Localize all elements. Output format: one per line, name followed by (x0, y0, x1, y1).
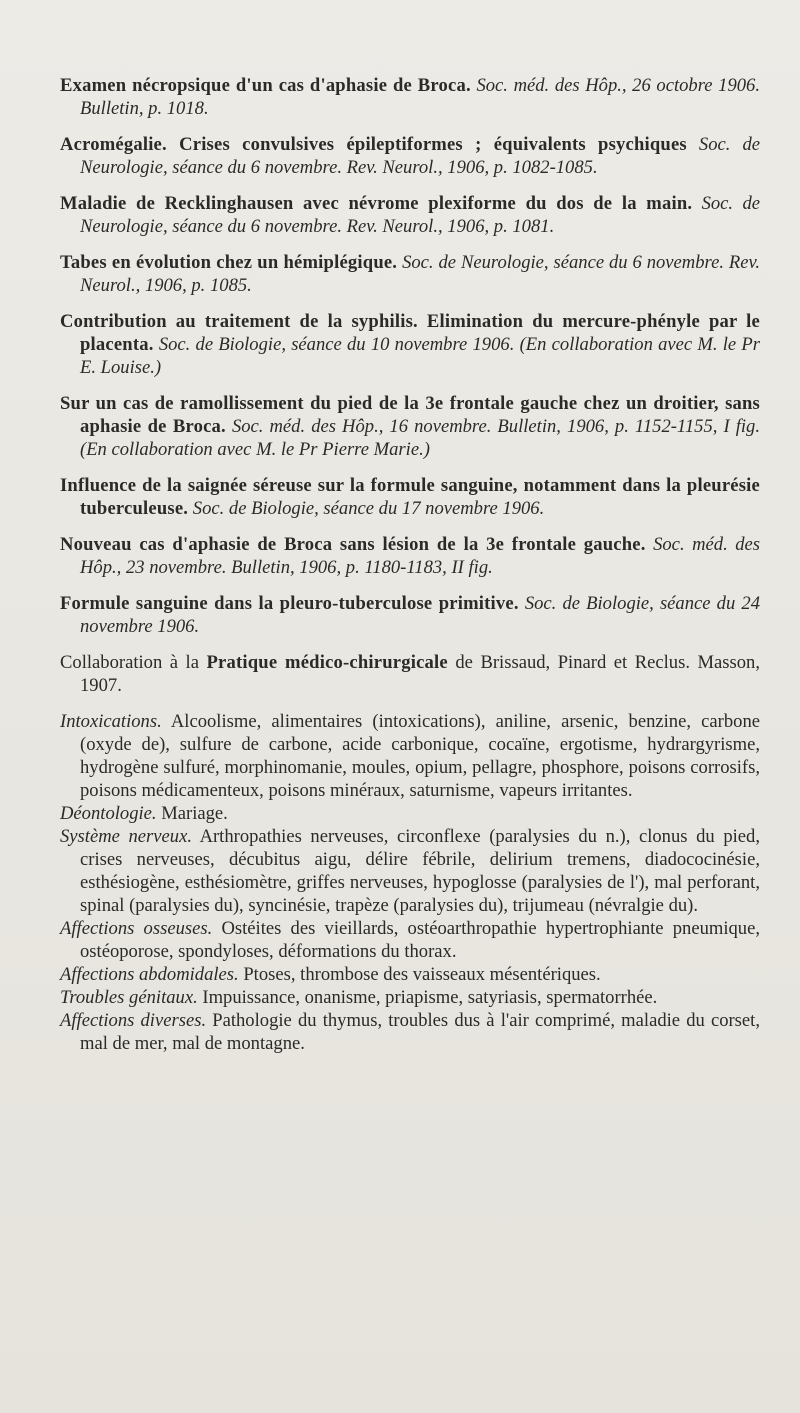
subject-list (60, 710, 760, 1055)
entry-title: Maladie de Recklinghausen avec névrome plexiforme du dos de la main. (60, 193, 693, 214)
subject-heading: Déontologie. (60, 803, 157, 824)
bibliography-entry (60, 474, 760, 520)
entry-source: Soc. de Biologie, séance du 24 novembre 1906. (80, 593, 761, 637)
subject-text: Ptoses, thrombose des vaisseaux mésentériques. (238, 964, 601, 985)
subject-heading: Troubles génitaux. (60, 987, 198, 1008)
bibliography-entry (60, 592, 760, 638)
subject-entry (60, 986, 760, 1009)
bibliography-entry (60, 74, 760, 120)
entry-title: Examen nécropsique d'un cas d'aphasie de Broca. (60, 75, 471, 96)
entry-source: Soc. de Neurologie, séance du 6 novembre. Rev. Neurol., 1906, p. 1081. (80, 193, 761, 237)
subject-entry (60, 1009, 760, 1055)
entry-title: Influence de la saignée séreuse sur la formule sanguine, notamment dans la pleurésie tuberculeuse. (60, 475, 760, 519)
entry-source: Soc. de Neurologie, séance du 6 novembre. Rev. Neurol., 1906, p. 1085. (80, 252, 761, 296)
subject-heading: Affections osseuses. (60, 918, 213, 939)
subject-heading: Système nerveux. (60, 826, 192, 847)
collaboration-entry (60, 651, 760, 697)
subject-entry (60, 802, 760, 825)
entry-title: Formule sanguine dans la pleuro-tuberculose primitive. (60, 593, 519, 614)
bibliography-entry (60, 310, 760, 379)
bibliography-entry (60, 133, 760, 179)
entry-title: Tabes en évolution chez un hémiplégique. (60, 252, 398, 273)
bibliography-entry (60, 392, 760, 461)
subject-entry (60, 963, 760, 986)
bibliography-entry (60, 533, 760, 579)
entry-source: Soc. méd. des Hôp., 23 novembre. Bulletin, 1906, p. 1180-1183, II fig. (80, 534, 760, 578)
collaboration-details: de Brissaud, Pinard et Reclus. Masson, 1907. (80, 652, 760, 696)
entry-source: Soc. de Biologie, séance du 10 novembre 1906. (En collaboration avec M. le Pr E. Louise.) (80, 334, 760, 378)
entry-source: Soc. de Neurologie, séance du 6 novembre. Rev. Neurol., 1906, p. 1082-1085. (80, 134, 760, 178)
subject-heading: Affections diverses. (60, 1010, 207, 1031)
subject-entry (60, 825, 760, 917)
bibliography-entry (60, 251, 760, 297)
subject-text: Impuissance, onanisme, priapisme, satyriasis, spermatorrhée. (197, 987, 658, 1008)
subject-heading: Intoxications. (60, 711, 162, 732)
subject-entry (60, 710, 760, 802)
subject-text: Arthropathies nerveuses, circonflexe (paralysies du n.), clonus du pied, crises nerveuses, décubitus aigu, délire fébrile, delirium tremens, diadococinésie, esthésiogène, esthésiomètre, griffes nerveuses, hypoglosse (paralysies de l'), mal perforant, spinal (paralysies du), syncinésie, trapèze (paralysies du), trijumeau (névralgie du). (80, 826, 760, 916)
entry-title: Acromégalie. Crises convulsives épileptiformes ; équivalents psychiques (60, 134, 687, 155)
subject-text: Ostéites des vieillards, ostéoarthropathie hypertrophiante pneumique, ostéoporose, spondyloses, déformations du thorax. (80, 918, 760, 962)
subject-text: Pathologie du thymus, troubles dus à l'air comprimé, maladie du corset, mal de mer, mal de montagne. (80, 1010, 760, 1054)
subject-heading: Affections abdomidales. (60, 964, 239, 985)
bibliography-list (60, 74, 760, 1055)
bibliography-entry (60, 192, 760, 238)
subject-entry (60, 917, 760, 963)
collaboration-work: Pratique médico-chirurgicale (206, 652, 448, 673)
entry-source: Soc. méd. des Hôp., 26 octobre 1906. Bulletin, p. 1018. (80, 75, 760, 119)
entry-title: Contribution au traitement de la syphilis. Elimination du mercure-phényle par le placenta. (60, 311, 760, 355)
collaboration-intro: Collaboration à la (60, 652, 207, 673)
entry-title: Sur un cas de ramollissement du pied de la 3e frontale gauche chez un droitier, sans aphasie de Broca. (60, 393, 760, 437)
entry-source: Soc. de Biologie, séance du 17 novembre 1906. (188, 498, 545, 519)
subject-text: Alcoolisme, alimentaires (intoxications), aniline, arsenic, benzine, carbone (oxyde de), sulfure de carbone, acide carbonique, cocaïne, ergotisme, hydrargyrisme, hydrogène sulfuré, morphinomanie, moules, opium, pellagre, phosphore, poisons corrosifs, poisons médicamenteux, poisons minéraux, saturnisme, vapeurs irritantes. (80, 711, 760, 801)
entry-source: Soc. méd. des Hôp., 16 novembre. Bulletin, 1906, p. 1152-1155, I fig. (En collaboration avec M. le Pr Pierre Marie.) (80, 416, 760, 460)
entry-title: Nouveau cas d'aphasie de Broca sans lésion de la 3e frontale gauche. (60, 534, 646, 555)
subject-text: Mariage. (156, 803, 228, 824)
